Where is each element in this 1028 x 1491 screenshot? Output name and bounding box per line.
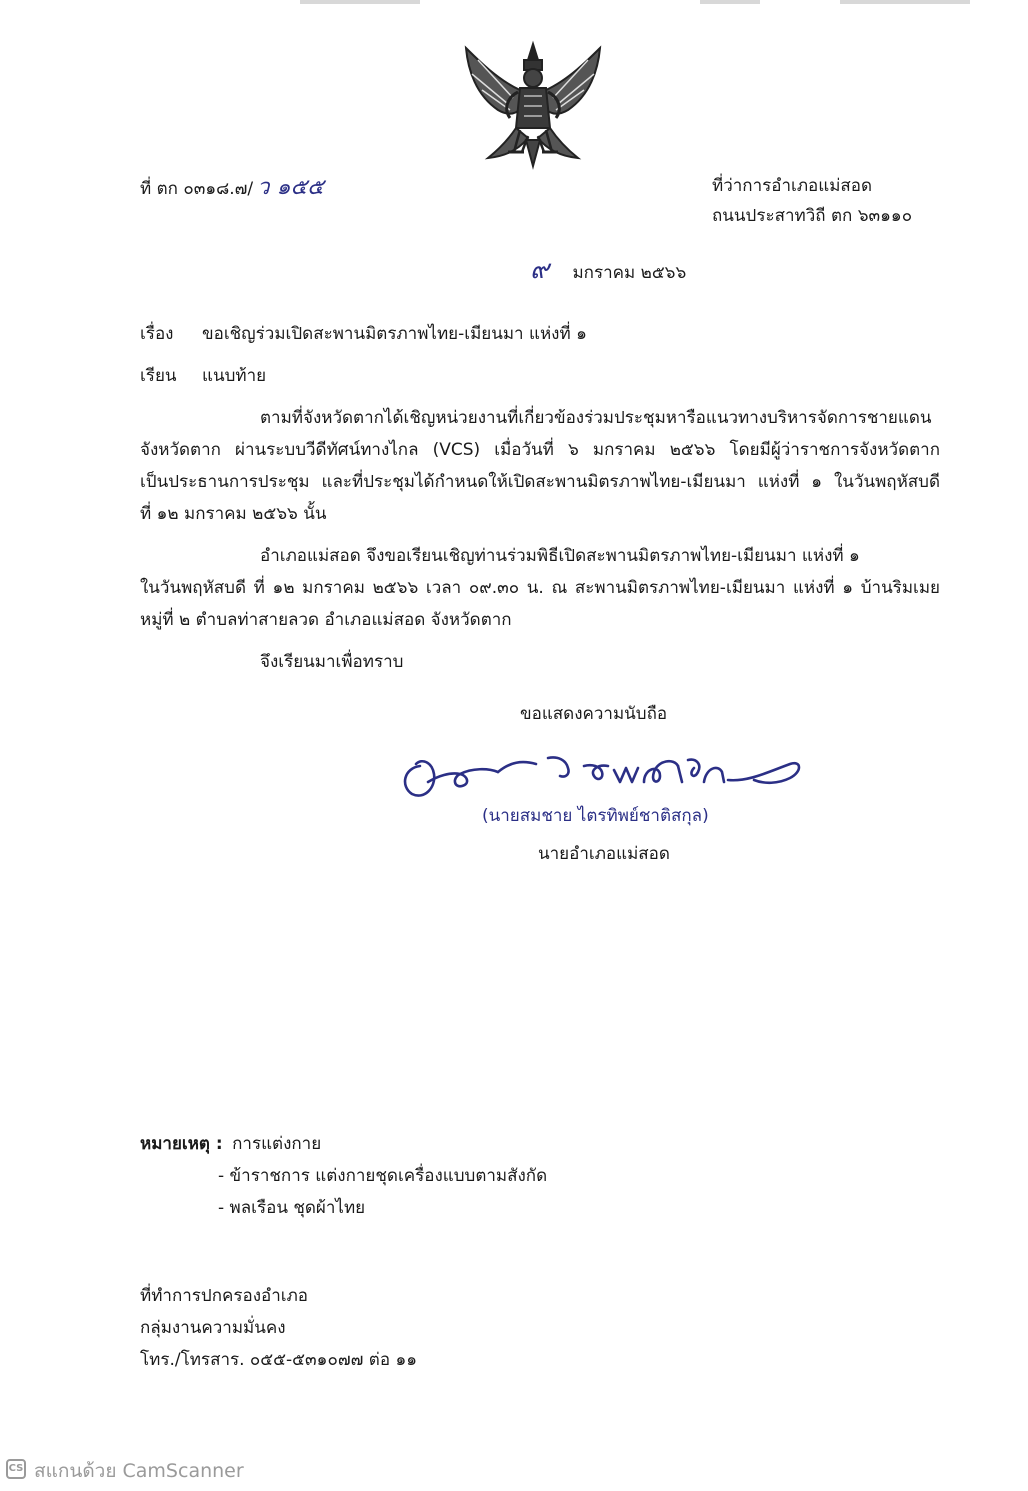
paragraph1-line: จังหวัดตาก ผ่านระบบวีดีทัศน์ทางไกล (VCS) เมื่อวันที่ ๖ มกราคม ๒๕๖๖ โดยมีผู้ว่าราชการจังหวัดตาก [140, 440, 940, 460]
camscanner-logo-icon: CS [6, 1459, 26, 1479]
scan-artifact [840, 0, 970, 4]
remarks-label: หมายเหตุ : [140, 1134, 223, 1154]
document-date [530, 255, 687, 285]
signature-image [398, 742, 808, 804]
camscanner-watermark [0, 1452, 300, 1486]
office-address: ถนนประสาทวิถี ตก ๖๓๑๑๐ [712, 206, 913, 226]
recipient-text: แนบท้าย [202, 366, 267, 386]
contact-phone: โทร./โทรสาร. ๐๕๕-๕๓๑๐๗๗ ต่อ ๑๑ [140, 1350, 418, 1370]
remarks-item: - ข้าราชการ แต่งกายชุดเครื่องแบบตามสังกัด [218, 1166, 548, 1186]
paragraph1-line: ตามที่จังหวัดตากได้เชิญหน่วยงานที่เกี่ยวข้องร่วมประชุมหารือแนวทางบริหารจัดการชายแดน [260, 408, 932, 428]
signatory-name: (นายสมชาย ไตรทิพย์ชาติสกุล) [482, 806, 709, 826]
camscanner-text: สแกนด้วย CamScanner [34, 1460, 244, 1482]
remarks-item: - พลเรือน ชุดผ้าไทย [218, 1198, 366, 1218]
garuda-emblem-icon [458, 40, 608, 175]
recipient-label: เรียน [140, 366, 177, 386]
signatory-position: นายอำเภอแม่สอด [538, 844, 670, 864]
remarks-heading [140, 1132, 321, 1156]
office-name: ที่ว่าการอำเภอแม่สอด [712, 176, 873, 196]
paragraph2-line: อำเภอแม่สอด จึงขอเรียนเชิญท่านร่วมพิธีเปิดสะพานมิตรภาพไทย-เมียนมา แห่งที่ ๑ [260, 546, 860, 566]
reference-handwritten: ว ๑๕๕ [257, 175, 324, 200]
scan-artifact [700, 0, 760, 4]
paragraph2-line: หมู่ที่ ๒ ตำบลท่าสายลวด อำเภอแม่สอด จังหวัดตาก [140, 610, 512, 630]
date-month-year: มกราคม ๒๕๖๖ [572, 263, 687, 283]
subject-label: เรื่อง [140, 324, 174, 344]
scan-artifact [300, 0, 420, 4]
closing-line: จึงเรียนมาเพื่อทราบ [260, 652, 404, 672]
subject-text: ขอเชิญร่วมเปิดสะพานมิตรภาพไทย-เมียนมา แห่งที่ ๑ [202, 324, 587, 344]
regards-text: ขอแสดงความนับถือ [520, 704, 668, 724]
reference-prefix: ที่ ตก ๐๓๑๘.๗/ [140, 179, 254, 199]
paragraph2-line: ในวันพฤหัสบดี ที่ ๑๒ มกราคม ๒๕๖๖ เวลา ๐๙.๓๐ น. ณ สะพานมิตรภาพไทย-เมียนมา แห่งที่ ๑ บ้านริมเมย [140, 578, 940, 598]
paragraph1-line: เป็นประธานการประชุม และที่ประชุมได้กำหนดให้เปิดสะพานมิตรภาพไทย-เมียนมา แห่งที่ ๑ ในวันพฤหัสบดี [140, 472, 940, 492]
contact-department: กลุ่มงานความมั่นคง [140, 1318, 286, 1338]
reference-number [140, 176, 324, 201]
paragraph1-line: ที่ ๑๒ มกราคม ๒๕๖๖ นั้น [140, 504, 327, 524]
date-day-handwritten: ๙ [530, 255, 550, 285]
remarks-title: การแต่งกาย [232, 1134, 322, 1154]
contact-office: ที่ทำการปกครองอำเภอ [140, 1286, 309, 1306]
